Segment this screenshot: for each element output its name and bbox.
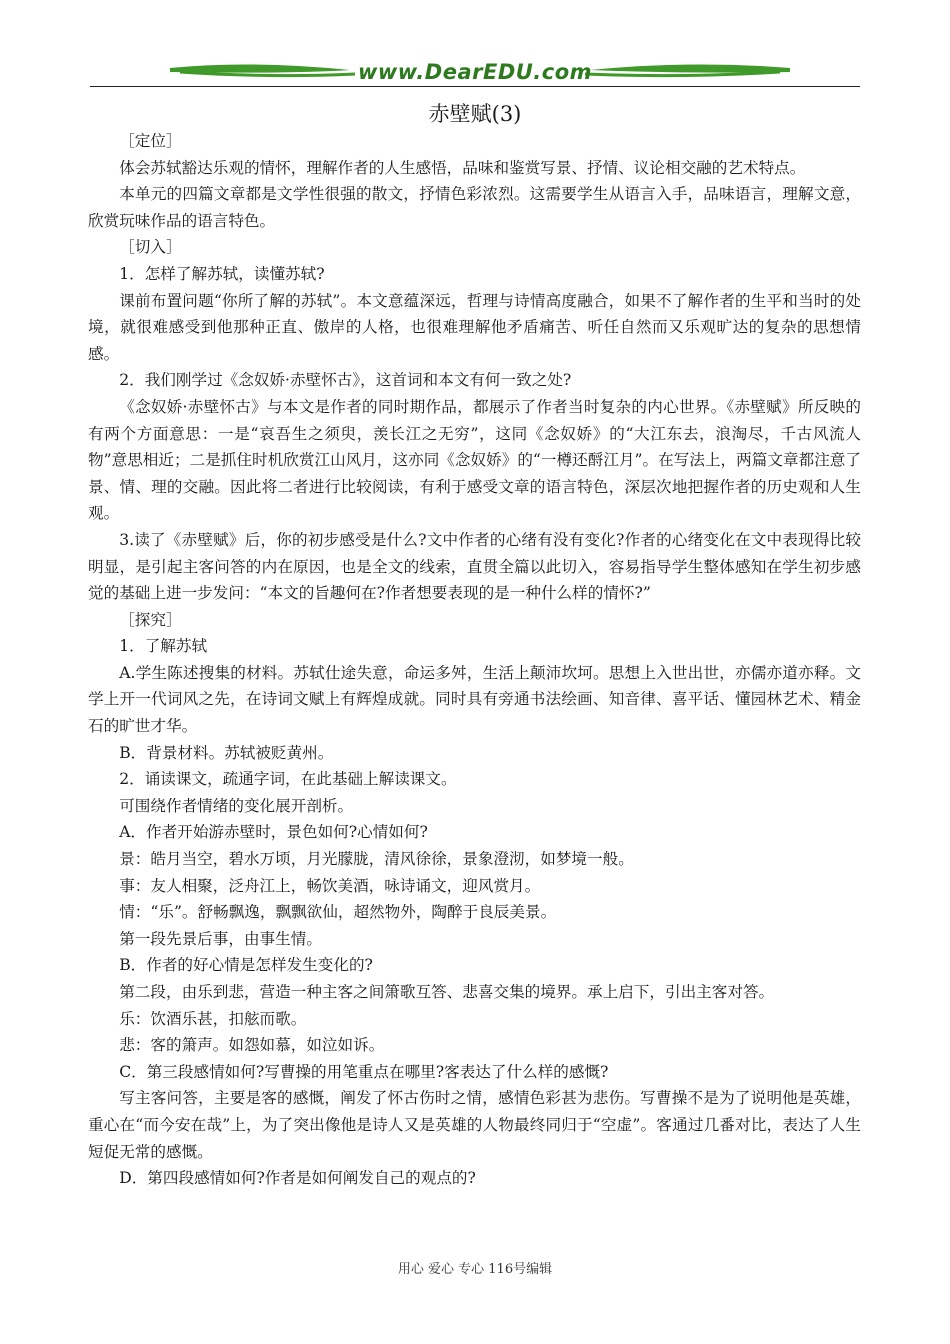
article-body: [88, 128, 861, 1192]
paragraph: A.学生陈述搜集的材料。苏轼仕途失意，命运多舛，生活上颠沛坎坷。思想上入世出世，亦儒亦道亦释。文学上开一代词风之先，在诗词文赋上有辉煌成就。同时具有旁通书法绘画、知音律、喜平话、懂园林艺术、精金石的旷世才华。: [88, 663, 861, 736]
paragraph: 景：皓月当空，碧水万顷，月光朦胧，清风徐徐，景象澄沏，如梦境一般。: [119, 850, 634, 869]
paragraph: 情：“乐”。舒畅飘逸，飘飘欲仙，超然物外，陶醉于良辰美景。: [119, 903, 557, 922]
paragraph: 乐：饮酒乐甚，扣舷而歌。: [119, 1009, 307, 1028]
paragraph: 第二段，由乐到悲，营造一种主客之间箫歌互答、悲喜交集的境界。承上启下，引出主客对答。: [119, 983, 775, 1001]
paragraph: ［探究］: [119, 610, 182, 629]
paragraph: B．背景材料。苏轼被贬黄州。: [119, 743, 334, 762]
paragraph: 2．我们刚学过《念奴娇·赤壁怀古》，这首词和本文有何一致之处?: [119, 371, 572, 390]
paragraph: 课前布置问题“你所了解的苏轼”。本文意蕴深远，哲理与诗情高度融合，如果不了解作者的生平和当时的处境，就很难感受到他那种正直、傲岸的人格，也很难理解他矛盾痛苦、听任自然而又乐观旷达的复杂的思想情感。: [88, 291, 861, 363]
paragraph: 第一段先景后事，由事生情。: [119, 929, 322, 948]
paragraph: 3.读了《赤壁赋》后，你的初步感受是什么?文中作者的心绪有没有变化?作者的心绪变化在文中表现得比较明显，是引起主客问答的内在原因，也是全文的线索，直贯全篇以此切入，容易指导学生整体感知在学生初步感觉的基础上进一步发问：“本文的旨趣何在?作者想要表现的是一种什么样的情怀?”: [88, 530, 861, 603]
paragraph: C．第三段感情如何?写曹操的用笔重点在哪里?客表达了什么样的感慨?: [119, 1062, 609, 1081]
paragraph: A．作者开始游赤壁时，景色如何?心情如何?: [119, 823, 428, 842]
paragraph: 1．了解苏轼: [119, 637, 208, 656]
header-divider: [90, 86, 860, 87]
paragraph: D．第四段感情如何?作者是如何阐发自己的观点的?: [119, 1169, 476, 1188]
page-title: 赤壁赋(3): [428, 102, 522, 126]
paragraph: ［定位］: [119, 132, 182, 150]
paragraph: 本单元的四篇文章都是文学性很强的散文，抒情色彩浓烈。这需要学生从语言入手，品味语言，理解文意，欣赏玩味作品的语言特色。: [88, 185, 861, 230]
paragraph: B．作者的好心情是怎样发生变化的?: [119, 956, 373, 975]
paragraph: 体会苏轼豁达乐观的情怀，理解作者的人生感悟，品味和鉴赏写景、抒情、议论相交融的艺术特点。: [119, 158, 806, 177]
site-logo-text: www.DearEDU.com: [357, 60, 593, 84]
paragraph: 《念奴娇·赤壁怀古》与本文是作者的同时期作品，都展示了作者当时复杂的内心世界。《赤壁赋》所反映的有两个方面意思：一是“哀吾生之须臾，羡长江之无穷”，这同《念奴娇》的“大江东去，浪淘尽，千古风流人物”意思相近；二是抓住时机欣赏江山风月，这亦同《念奴娇》的“一樽还酹江月”。在写法上，两篇文章都注意了景、情、理的交融。因此将二者进行比较阅读，有利于感受文章的语言特色，深层次地把握作者的历史观和人生观。: [88, 397, 861, 523]
paragraph: 写主客问答，主要是客的感慨，阐发了怀古伤时之情，感情色彩甚为悲伤。写曹操不是为了说明他是英雄，重心在“而今安在哉”上，为了突出像他是诗人又是英雄的人物最终同归于“空虚”。客通过几番对比，表达了人生短促无常的感慨。: [88, 1089, 861, 1161]
paragraph: ［切入］: [119, 238, 182, 257]
paragraph: 悲：客的箫声。如怨如慕，如泣如诉。: [119, 1036, 385, 1055]
paragraph: 1．怎样了解苏轼，读懂苏轼?: [119, 264, 325, 283]
paragraph: 2．诵读课文，疏通字词，在此基础上解读课文。: [119, 770, 457, 789]
paragraph: 可围绕作者情绪的变化展开剖析。: [119, 796, 354, 815]
page-footer: 用心 爱心 专心 116号编辑: [397, 1262, 553, 1277]
paragraph: 事：友人相聚，泛舟江上，畅饮美酒，咏诗诵文，迎风赏月。: [119, 876, 541, 895]
